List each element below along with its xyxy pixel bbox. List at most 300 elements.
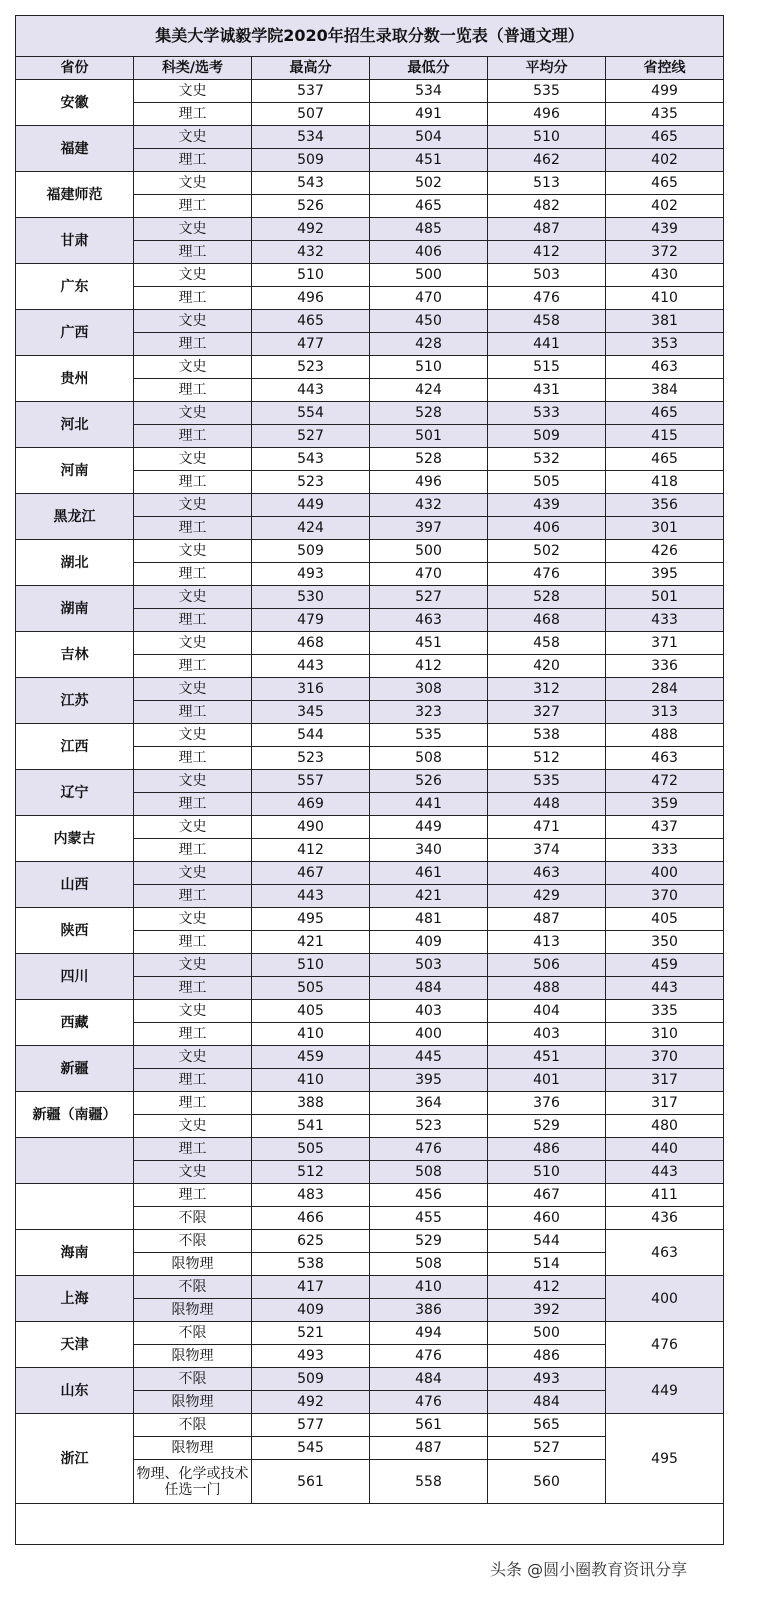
avg-score-cell: 431 (488, 379, 606, 402)
control-line-cell: 317 (606, 1092, 724, 1115)
control-line-cell: 402 (606, 149, 724, 172)
min-score-cell: 461 (370, 862, 488, 885)
avg-score-cell: 510 (488, 1161, 606, 1184)
avg-score-cell: 420 (488, 655, 606, 678)
col-header-avg: 平均分 (488, 57, 606, 80)
min-score-cell: 308 (370, 678, 488, 701)
max-score-cell: 459 (252, 1046, 370, 1069)
min-score-cell: 340 (370, 839, 488, 862)
min-score-cell: 508 (370, 747, 488, 770)
province-cell: 福建 (16, 126, 134, 172)
province-cell: 海南 (16, 1230, 134, 1276)
type-cell: 文史 (134, 1115, 252, 1138)
table-row (16, 1046, 724, 1069)
max-score-cell: 577 (252, 1414, 370, 1437)
province-cell: 山西 (16, 862, 134, 908)
control-line-cell: 465 (606, 172, 724, 195)
min-score-cell: 470 (370, 287, 488, 310)
max-score-cell: 530 (252, 586, 370, 609)
type-cell: 不限 (134, 1414, 252, 1437)
type-cell: 文史 (134, 954, 252, 977)
avg-score-cell: 487 (488, 908, 606, 931)
min-score-cell: 502 (370, 172, 488, 195)
table-row (16, 1000, 724, 1023)
table-row (16, 218, 724, 241)
watermark: 头条 @圆小圈教育资讯分享 (490, 1560, 688, 1579)
max-score-cell: 490 (252, 816, 370, 839)
type-cell: 理工 (134, 747, 252, 770)
min-score-cell: 432 (370, 494, 488, 517)
min-score-cell: 508 (370, 1161, 488, 1184)
table-row (16, 402, 724, 425)
control-line-cell: 333 (606, 839, 724, 862)
min-score-cell: 500 (370, 264, 488, 287)
table-row (16, 448, 724, 471)
province-cell: 贵州 (16, 356, 134, 402)
header-row (16, 57, 724, 80)
min-score-cell: 476 (370, 1138, 488, 1161)
max-score-cell: 625 (252, 1230, 370, 1253)
table-row (16, 356, 724, 379)
type-cell: 文史 (134, 908, 252, 931)
min-score-cell: 455 (370, 1207, 488, 1230)
type-cell: 理工 (134, 1092, 252, 1115)
min-score-cell: 428 (370, 333, 488, 356)
avg-score-cell: 404 (488, 1000, 606, 1023)
max-score-cell: 523 (252, 471, 370, 494)
avg-score-cell: 486 (488, 1345, 606, 1368)
province-cell: 浙江 (16, 1414, 134, 1504)
max-score-cell: 541 (252, 1115, 370, 1138)
avg-score-cell: 514 (488, 1253, 606, 1276)
min-score-cell: 323 (370, 701, 488, 724)
max-score-cell: 483 (252, 1184, 370, 1207)
table-title: 集美大学诚毅学院2020年招生录取分数一览表（普通文理） (16, 16, 724, 57)
min-score-cell: 484 (370, 977, 488, 1000)
max-score-cell: 443 (252, 885, 370, 908)
min-score-cell: 445 (370, 1046, 488, 1069)
type-cell: 文史 (134, 356, 252, 379)
avg-score-cell: 458 (488, 632, 606, 655)
max-score-cell: 492 (252, 1391, 370, 1414)
max-score-cell: 432 (252, 241, 370, 264)
max-score-cell: 467 (252, 862, 370, 885)
avg-score-cell: 412 (488, 241, 606, 264)
type-cell: 理工 (134, 655, 252, 678)
type-cell: 理工 (134, 379, 252, 402)
avg-score-cell: 484 (488, 1391, 606, 1414)
min-score-cell: 476 (370, 1391, 488, 1414)
table-row (16, 126, 724, 149)
type-cell: 不限 (134, 1207, 252, 1230)
avg-score-cell: 528 (488, 586, 606, 609)
max-score-cell: 412 (252, 839, 370, 862)
control-line-cell: 370 (606, 1046, 724, 1069)
control-line-cell: 495 (606, 1414, 724, 1504)
max-score-cell: 509 (252, 149, 370, 172)
type-cell: 文史 (134, 218, 252, 241)
min-score-cell: 504 (370, 126, 488, 149)
type-cell: 理工 (134, 931, 252, 954)
avg-score-cell: 471 (488, 816, 606, 839)
avg-score-cell: 535 (488, 80, 606, 103)
avg-score-cell: 493 (488, 1368, 606, 1391)
max-score-cell: 538 (252, 1253, 370, 1276)
control-line-cell: 430 (606, 264, 724, 287)
min-score-cell: 527 (370, 586, 488, 609)
max-score-cell: 507 (252, 103, 370, 126)
max-score-cell: 495 (252, 908, 370, 931)
avg-score-cell: 312 (488, 678, 606, 701)
max-score-cell: 316 (252, 678, 370, 701)
type-cell: 文史 (134, 448, 252, 471)
avg-score-cell: 327 (488, 701, 606, 724)
table-row (16, 954, 724, 977)
min-score-cell: 496 (370, 471, 488, 494)
province-cell: 江苏 (16, 678, 134, 724)
col-header-control-line: 省控线 (606, 57, 724, 80)
table-row (16, 1414, 724, 1437)
col-header-province: 省份 (16, 57, 134, 80)
max-score-cell: 561 (252, 1460, 370, 1504)
min-score-cell: 558 (370, 1460, 488, 1504)
table-row (16, 264, 724, 287)
table-row (16, 172, 724, 195)
control-line-cell: 405 (606, 908, 724, 931)
min-score-cell: 528 (370, 402, 488, 425)
control-line-cell: 395 (606, 563, 724, 586)
control-line-cell: 443 (606, 1161, 724, 1184)
avg-score-cell: 544 (488, 1230, 606, 1253)
province-cell: 广东 (16, 264, 134, 310)
min-score-cell: 491 (370, 103, 488, 126)
type-cell: 理工 (134, 793, 252, 816)
avg-score-cell: 406 (488, 517, 606, 540)
type-cell: 不限 (134, 1322, 252, 1345)
type-cell: 理工 (134, 149, 252, 172)
min-score-cell: 523 (370, 1115, 488, 1138)
table-row (16, 678, 724, 701)
avg-score-cell: 451 (488, 1046, 606, 1069)
max-score-cell: 466 (252, 1207, 370, 1230)
type-cell: 理工 (134, 1184, 252, 1207)
type-cell: 理工 (134, 471, 252, 494)
province-cell (16, 1138, 134, 1184)
type-cell: 理工 (134, 287, 252, 310)
avg-score-cell: 503 (488, 264, 606, 287)
score-table-sheet (15, 15, 723, 1545)
control-line-cell: 400 (606, 862, 724, 885)
min-score-cell: 364 (370, 1092, 488, 1115)
control-line-cell: 440 (606, 1138, 724, 1161)
max-score-cell: 443 (252, 655, 370, 678)
province-cell: 甘肃 (16, 218, 134, 264)
type-cell: 文史 (134, 126, 252, 149)
avg-score-cell: 467 (488, 1184, 606, 1207)
type-cell: 文史 (134, 80, 252, 103)
type-cell: 理工 (134, 1138, 252, 1161)
min-score-cell: 451 (370, 632, 488, 655)
province-cell: 新疆（南疆） (16, 1092, 134, 1138)
table-row (16, 1368, 724, 1391)
avg-score-cell: 512 (488, 747, 606, 770)
table-row (16, 1322, 724, 1345)
control-line-cell: 415 (606, 425, 724, 448)
avg-score-cell: 401 (488, 1069, 606, 1092)
type-cell: 理工 (134, 839, 252, 862)
table-row (16, 724, 724, 747)
min-score-cell: 494 (370, 1322, 488, 1345)
control-line-cell: 463 (606, 747, 724, 770)
avg-score-cell: 476 (488, 563, 606, 586)
table-row (16, 1092, 724, 1115)
max-score-cell: 527 (252, 425, 370, 448)
type-cell: 物理、化学或技术任选一门 (134, 1460, 252, 1504)
max-score-cell: 443 (252, 379, 370, 402)
max-score-cell: 543 (252, 172, 370, 195)
min-score-cell: 456 (370, 1184, 488, 1207)
type-cell: 不限 (134, 1276, 252, 1299)
min-score-cell: 508 (370, 1253, 488, 1276)
avg-score-cell: 413 (488, 931, 606, 954)
province-cell: 新疆 (16, 1046, 134, 1092)
control-line-cell: 381 (606, 310, 724, 333)
avg-score-cell: 502 (488, 540, 606, 563)
type-cell: 文史 (134, 264, 252, 287)
province-cell: 辽宁 (16, 770, 134, 816)
table-row (16, 816, 724, 839)
max-score-cell: 526 (252, 195, 370, 218)
min-score-cell: 470 (370, 563, 488, 586)
avg-score-cell: 403 (488, 1023, 606, 1046)
type-cell: 文史 (134, 678, 252, 701)
control-line-cell: 476 (606, 1322, 724, 1368)
max-score-cell: 534 (252, 126, 370, 149)
type-cell: 理工 (134, 517, 252, 540)
table-body (16, 80, 724, 1504)
table-row (16, 862, 724, 885)
max-score-cell: 493 (252, 563, 370, 586)
avg-score-cell: 476 (488, 287, 606, 310)
max-score-cell: 510 (252, 954, 370, 977)
max-score-cell: 544 (252, 724, 370, 747)
max-score-cell: 557 (252, 770, 370, 793)
max-score-cell: 409 (252, 1299, 370, 1322)
type-cell: 限物理 (134, 1391, 252, 1414)
max-score-cell: 496 (252, 287, 370, 310)
avg-score-cell: 510 (488, 126, 606, 149)
min-score-cell: 449 (370, 816, 488, 839)
control-line-cell: 437 (606, 816, 724, 839)
type-cell: 文史 (134, 632, 252, 655)
avg-score-cell: 374 (488, 839, 606, 862)
type-cell: 文史 (134, 770, 252, 793)
table-row (16, 908, 724, 931)
province-cell: 黑龙江 (16, 494, 134, 540)
type-cell: 不限 (134, 1368, 252, 1391)
max-score-cell: 510 (252, 264, 370, 287)
control-line-cell: 284 (606, 678, 724, 701)
table-row (16, 586, 724, 609)
province-cell: 西藏 (16, 1000, 134, 1046)
control-line-cell: 384 (606, 379, 724, 402)
max-score-cell: 543 (252, 448, 370, 471)
max-score-cell: 512 (252, 1161, 370, 1184)
type-cell: 文史 (134, 172, 252, 195)
table-row (16, 1276, 724, 1299)
avg-score-cell: 460 (488, 1207, 606, 1230)
min-score-cell: 528 (370, 448, 488, 471)
avg-score-cell: 505 (488, 471, 606, 494)
control-line-cell: 370 (606, 885, 724, 908)
avg-score-cell: 513 (488, 172, 606, 195)
control-line-cell: 480 (606, 1115, 724, 1138)
avg-score-cell: 392 (488, 1299, 606, 1322)
min-score-cell: 463 (370, 609, 488, 632)
province-cell: 安徽 (16, 80, 134, 126)
province-cell: 福建师范 (16, 172, 134, 218)
footer-blank-row (16, 1504, 724, 1545)
avg-score-cell: 448 (488, 793, 606, 816)
control-line-cell: 499 (606, 80, 724, 103)
table-row (16, 1184, 724, 1207)
avg-score-cell: 482 (488, 195, 606, 218)
type-cell: 理工 (134, 103, 252, 126)
control-line-cell: 353 (606, 333, 724, 356)
type-cell: 限物理 (134, 1299, 252, 1322)
control-line-cell: 410 (606, 287, 724, 310)
control-line-cell: 336 (606, 655, 724, 678)
min-score-cell: 451 (370, 149, 488, 172)
table-row (16, 310, 724, 333)
type-cell: 文史 (134, 724, 252, 747)
avg-score-cell: 506 (488, 954, 606, 977)
control-line-cell: 426 (606, 540, 724, 563)
max-score-cell: 554 (252, 402, 370, 425)
type-cell: 理工 (134, 333, 252, 356)
control-line-cell: 472 (606, 770, 724, 793)
control-line-cell: 411 (606, 1184, 724, 1207)
province-cell: 山东 (16, 1368, 134, 1414)
control-line-cell: 501 (606, 586, 724, 609)
control-line-cell: 439 (606, 218, 724, 241)
table-row (16, 80, 724, 103)
max-score-cell: 545 (252, 1437, 370, 1460)
min-score-cell: 501 (370, 425, 488, 448)
max-score-cell: 388 (252, 1092, 370, 1115)
control-line-cell: 350 (606, 931, 724, 954)
table-row (16, 1230, 724, 1253)
control-line-cell: 372 (606, 241, 724, 264)
type-cell: 理工 (134, 1069, 252, 1092)
control-line-cell: 463 (606, 1230, 724, 1276)
type-cell: 理工 (134, 885, 252, 908)
type-cell: 文史 (134, 1000, 252, 1023)
col-header-max: 最高分 (252, 57, 370, 80)
min-score-cell: 424 (370, 379, 488, 402)
control-line-cell: 310 (606, 1023, 724, 1046)
avg-score-cell: 463 (488, 862, 606, 885)
min-score-cell: 503 (370, 954, 488, 977)
max-score-cell: 469 (252, 793, 370, 816)
province-cell: 河南 (16, 448, 134, 494)
min-score-cell: 386 (370, 1299, 488, 1322)
type-cell: 理工 (134, 195, 252, 218)
type-cell: 文史 (134, 586, 252, 609)
avg-score-cell: 441 (488, 333, 606, 356)
avg-score-cell: 565 (488, 1414, 606, 1437)
table-row (16, 494, 724, 517)
control-line-cell: 449 (606, 1368, 724, 1414)
province-cell: 河北 (16, 402, 134, 448)
min-score-cell: 403 (370, 1000, 488, 1023)
max-score-cell: 477 (252, 333, 370, 356)
avg-score-cell: 439 (488, 494, 606, 517)
min-score-cell: 500 (370, 540, 488, 563)
avg-score-cell: 488 (488, 977, 606, 1000)
avg-score-cell: 538 (488, 724, 606, 747)
control-line-cell: 465 (606, 126, 724, 149)
type-cell: 理工 (134, 425, 252, 448)
control-line-cell: 465 (606, 448, 724, 471)
province-cell: 吉林 (16, 632, 134, 678)
max-score-cell: 449 (252, 494, 370, 517)
table-row (16, 632, 724, 655)
control-line-cell: 359 (606, 793, 724, 816)
province-cell: 江西 (16, 724, 134, 770)
min-score-cell: 561 (370, 1414, 488, 1437)
type-cell: 理工 (134, 563, 252, 586)
avg-score-cell: 535 (488, 770, 606, 793)
max-score-cell: 410 (252, 1023, 370, 1046)
max-score-cell: 465 (252, 310, 370, 333)
type-cell: 理工 (134, 241, 252, 264)
type-cell: 文史 (134, 402, 252, 425)
avg-score-cell: 486 (488, 1138, 606, 1161)
min-score-cell: 510 (370, 356, 488, 379)
max-score-cell: 424 (252, 517, 370, 540)
type-cell: 文史 (134, 494, 252, 517)
min-score-cell: 450 (370, 310, 488, 333)
avg-score-cell: 515 (488, 356, 606, 379)
max-score-cell: 345 (252, 701, 370, 724)
min-score-cell: 421 (370, 885, 488, 908)
avg-score-cell: 529 (488, 1115, 606, 1138)
min-score-cell: 529 (370, 1230, 488, 1253)
type-cell: 文史 (134, 540, 252, 563)
province-cell: 广西 (16, 310, 134, 356)
type-cell: 限物理 (134, 1437, 252, 1460)
type-cell: 文史 (134, 1046, 252, 1069)
province-cell (16, 1184, 134, 1230)
max-score-cell: 505 (252, 977, 370, 1000)
province-cell: 内蒙古 (16, 816, 134, 862)
max-score-cell: 523 (252, 356, 370, 379)
type-cell: 文史 (134, 816, 252, 839)
min-score-cell: 485 (370, 218, 488, 241)
min-score-cell: 476 (370, 1345, 488, 1368)
min-score-cell: 409 (370, 931, 488, 954)
avg-score-cell: 527 (488, 1437, 606, 1460)
type-cell: 理工 (134, 1023, 252, 1046)
max-score-cell: 421 (252, 931, 370, 954)
avg-score-cell: 487 (488, 218, 606, 241)
max-score-cell: 479 (252, 609, 370, 632)
min-score-cell: 412 (370, 655, 488, 678)
max-score-cell: 523 (252, 747, 370, 770)
min-score-cell: 465 (370, 195, 488, 218)
avg-score-cell: 532 (488, 448, 606, 471)
